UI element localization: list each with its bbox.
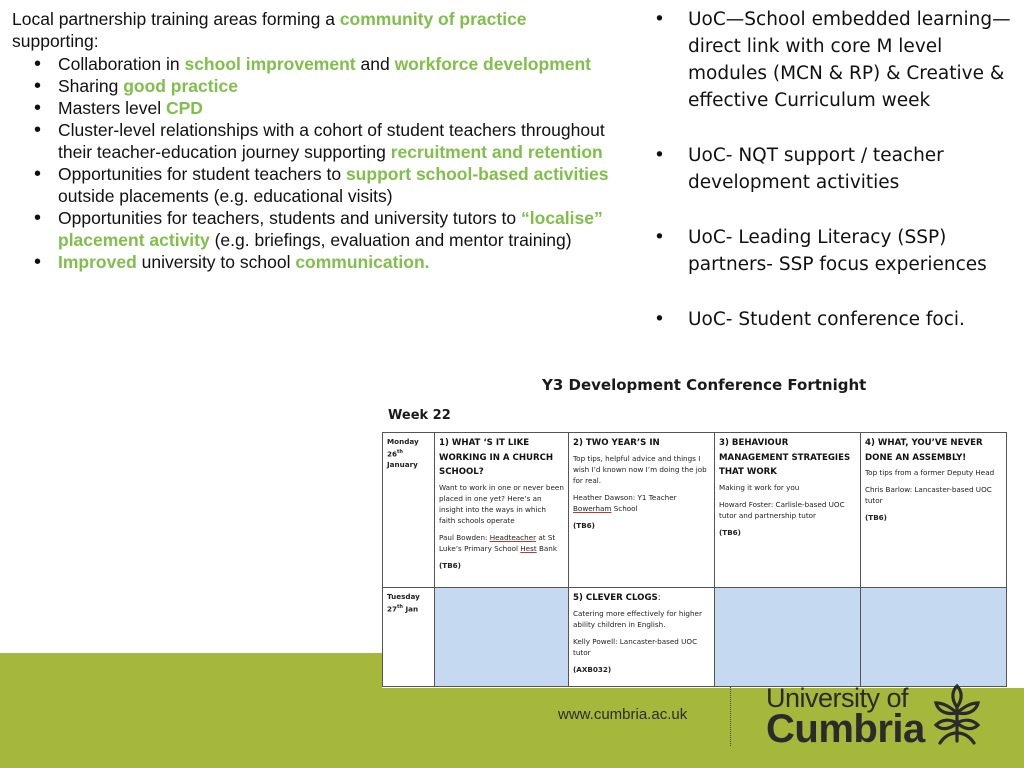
item-highlight: Improved <box>58 252 137 272</box>
session-room-code: (TB6) <box>865 513 887 522</box>
intro-highlight: community of practice <box>339 9 527 29</box>
session-description: Want to work in one or never been placed in one yet? Here’s an insight into the ways in which faith schools operate <box>439 482 564 525</box>
date-number: 26 <box>387 449 398 459</box>
speaker-text: Hest <box>520 543 537 553</box>
session-title: 2) TWO YEAR’S IN <box>573 438 660 448</box>
intro-part-c: supporting: <box>12 31 99 51</box>
session-description: Making it work for you <box>719 482 800 492</box>
session-speaker: Kelly Powell: Lancaster-based UOC tutor <box>573 636 698 657</box>
intro-part-a: Local partnership training areas forming a <box>12 9 340 29</box>
day-cell-monday <box>383 433 435 588</box>
partnership-item <box>32 207 632 251</box>
uoc-activity-item: • UoC- NQT support / teacher development activities <box>652 142 1012 196</box>
item-text: Masters level <box>58 98 166 118</box>
session-title: 4) WHAT, YOU’VE NEVER DONE AN ASSEMBLY! <box>865 438 983 463</box>
item-highlight: recruitment and retention <box>390 142 603 162</box>
item-highlight: good practice <box>123 76 238 96</box>
uoc-activity-item: • UoC- Leading Literacy (SSP) partners- SSP focus experiences <box>652 224 1012 278</box>
speaker-text: Bowerham <box>573 503 612 513</box>
partnership-text-block <box>12 8 632 273</box>
uoc-activity-item: • UoC- Student conference foci. <box>652 306 1012 333</box>
session-title: 1) WHAT ‘S IT LIKE WORKING IN A CHURCH SCHOOL? <box>439 438 554 477</box>
partnership-item <box>32 251 632 273</box>
empty-session-cell <box>715 588 861 687</box>
item-highlight: “localise” placement activity <box>58 208 603 250</box>
schedule-row-tuesday <box>383 588 1007 687</box>
session-speaker <box>573 492 710 514</box>
logo-line-2: Cumbria <box>766 707 925 751</box>
session-description: Top tips, helpful advice and things I wish I’d known now I’m doing the job for real. <box>573 453 707 485</box>
session-room-code: (TB6) <box>439 560 461 570</box>
day-month: January <box>387 460 418 470</box>
date-suffix: th <box>397 604 403 610</box>
session-speaker: Howard Foster: Carlisle-based UOC tutor and partnership tutor <box>719 499 845 520</box>
speaker-text: Paul Bowden: <box>439 532 490 542</box>
day-month: Jan <box>402 604 419 614</box>
item-highlight: workforce development <box>394 54 592 74</box>
session-title <box>573 591 710 606</box>
session-title: 3) BEHAVIOUR MANAGEMENT STRATEGIES THAT WORK <box>719 438 851 477</box>
item-highlight: . <box>424 252 430 272</box>
session-room-code: (AXB032) <box>573 664 612 674</box>
logo-line-1: University of <box>766 683 909 713</box>
partnership-item <box>32 119 632 163</box>
uoc-activities-list <box>652 6 1012 333</box>
partnership-item <box>32 97 632 119</box>
item-highlight: communication <box>295 252 425 272</box>
schedule-row-monday <box>383 433 1007 588</box>
item-text: outside placements (e.g. educational visits) <box>58 186 393 206</box>
session-title-text: 5) CLEVER CLOGS <box>573 593 658 603</box>
empty-session-cell <box>861 588 1007 687</box>
session-speaker <box>439 532 564 554</box>
leaf-icon <box>926 683 988 745</box>
conference-schedule-table <box>382 432 1007 687</box>
day-date <box>387 447 430 459</box>
speaker-text: Headteacher <box>489 532 537 542</box>
session-room-code: (TB6) <box>719 527 741 537</box>
session-cell <box>715 433 861 588</box>
uoc-activities-block <box>652 6 1012 361</box>
item-highlight: CPD <box>165 98 203 118</box>
speaker-text: at St Luke’s Primary School <box>439 532 556 553</box>
day-cell-tuesday <box>383 588 435 687</box>
item-text: Opportunities for teachers, students and university tutors to <box>58 208 522 228</box>
speaker-text: Heather Dawson: Y1 Teacher <box>573 492 677 502</box>
speaker-text: School <box>611 503 638 513</box>
item-text: Cluster-level relationships with a cohort of student teachers throughout their teacher-education journey supporting <box>58 120 605 162</box>
footer-divider <box>730 686 731 746</box>
week-label: Week 22 <box>388 408 451 423</box>
item-text: Opportunities for student teachers to <box>58 164 346 184</box>
intro-text <box>12 8 632 52</box>
partnership-list <box>32 53 632 273</box>
partnership-item <box>32 53 632 75</box>
conference-title: Y3 Development Conference Fortnight <box>542 376 867 394</box>
session-room-code: (TB6) <box>573 520 595 530</box>
session-description: Top tips from a former Deputy Head <box>865 468 995 477</box>
website-link[interactable]: www.cumbria.ac.uk <box>558 706 688 723</box>
session-description: Catering more effectively for higher ability children in English. <box>573 608 702 629</box>
item-text: Sharing <box>58 76 124 96</box>
session-speaker: Chris Barlow: Lancaster-based UOC tutor <box>865 485 992 505</box>
empty-session-cell <box>435 588 569 687</box>
session-cell <box>569 588 715 687</box>
session-cell <box>861 433 1007 588</box>
date-number: 27 <box>387 604 398 614</box>
day-date <box>387 602 430 614</box>
session-cell <box>435 433 569 588</box>
item-text: Collaboration in <box>58 54 185 74</box>
item-text: university to school <box>136 252 296 272</box>
item-highlight: support school-based activities <box>345 164 609 184</box>
date-suffix: th <box>397 449 403 455</box>
speaker-text: Bank <box>536 543 558 553</box>
partnership-item <box>32 75 632 97</box>
session-cell <box>569 433 715 588</box>
partnership-item <box>32 163 632 207</box>
day-name: Tuesday <box>387 592 420 601</box>
item-text: and <box>355 54 395 74</box>
item-text: (e.g. briefings, evaluation and mentor training) <box>209 230 572 250</box>
university-logo <box>766 683 1021 751</box>
item-highlight: school improvement <box>184 54 356 74</box>
day-name: Monday <box>387 437 419 446</box>
uoc-activity-item: • UoC—School embedded learning—direct link with core M level modules (MCN & RP) & Creative & effective Curriculum week <box>652 6 1012 114</box>
session-title-suffix: : <box>657 593 661 603</box>
